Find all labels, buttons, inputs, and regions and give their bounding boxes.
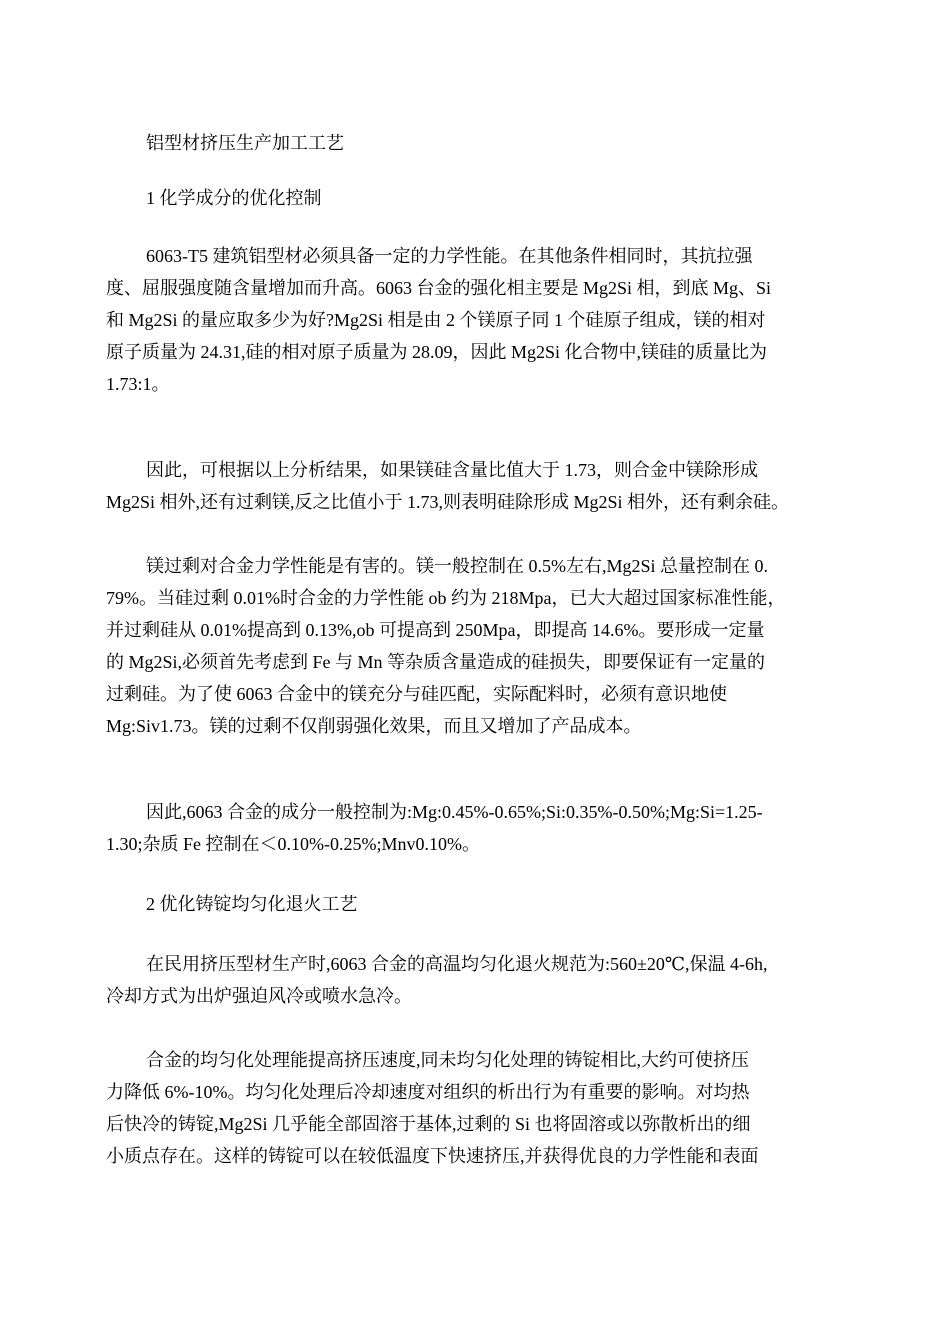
section-heading-1: [106, 182, 891, 214]
paragraph-line: 度、屈服强度随含量增加而升高。6063 台金的强化相主要是 Mg2Si 相，到底 Mg、Si: [106, 278, 772, 298]
paragraph-1: [106, 240, 851, 400]
document-title: [106, 127, 891, 159]
paragraph-5: [106, 948, 851, 1012]
paragraph-line: 小质点存在。这样的铸锭可以在较低温度下快速挤压,并获得优良的力学性能和表面: [106, 1146, 759, 1166]
paragraph-6: [106, 1044, 851, 1172]
paragraph-line: 因此,6063 合金的成分一般控制为:Mg:0.45%-0.65%;Si:0.35%-0.50%;Mg:Si=1.25-: [146, 802, 763, 822]
paragraph-2: [106, 454, 851, 518]
paragraph-line: 的 Mg2Si,必须首先考虑到 Fe 与 Mn 等杂质含量造成的硅损失，即要保证有一定量的: [106, 652, 766, 672]
paragraph-line: 过剩硅。为了使 6063 合金中的镁充分与硅匹配，实际配料时，必须有意识地使: [106, 684, 727, 704]
title-text: 铝型材挤压生产加工工艺: [146, 133, 344, 153]
paragraph-3: [106, 550, 851, 742]
paragraph-line: 冷却方式为出炉强迫风冷或喷水急冷。: [106, 986, 412, 1006]
paragraph-line: 1.30;杂质 Fe 控制在＜0.10%-0.25%;Mnv0.10%。: [106, 834, 480, 854]
paragraph-4: [106, 796, 851, 860]
paragraph-line: Mg:Siv1.73。镁的过剩不仅削弱强化效果，而且又增加了产品成本。: [106, 716, 642, 736]
paragraph-line: 1.73:1。: [106, 374, 170, 394]
paragraph-line: 合金的均匀化处理能提高挤压速度,同未均匀化处理的铸锭相比,大约可使挤压: [146, 1050, 749, 1070]
paragraph-line: Mg2Si 相外,还有过剩镁,反之比值小于 1.73,则表明硅除形成 Mg2Si 相外，还有剩余硅。: [106, 492, 790, 512]
paragraph-line: 在民用挤压型材生产时,6063 合金的高温均匀化退火规范为:560±20℃,保温 4-6h,: [146, 954, 768, 974]
paragraph-line: 并过剩硅从 0.01%提高到 0.13%,ob 可提高到 250Mpa，即提高 14.6%。要形成一定量: [106, 620, 765, 640]
paragraph-line: 79%。当硅过剩 0.01%时合金的力学性能 ob 约为 218Mpa，已大大超过国家标准性能，: [106, 588, 786, 608]
section-heading-2: [106, 888, 891, 920]
paragraph-line: 力降低 6%-10%。均匀化处理后冷却速度对组织的析出行为有重要的影响。对均热: [106, 1082, 750, 1102]
paragraph-line: 镁过剩对合金力学性能是有害的。镁一般控制在 0.5%左右,Mg2Si 总量控制在 0.: [146, 556, 769, 576]
paragraph-line: 和 Mg2Si 的量应取多少为好?Mg2Si 相是由 2 个镁原子同 1 个硅原子组成，镁的相对: [106, 310, 766, 330]
paragraph-line: 后快冷的铸锭,Mg2Si 几乎能全部固溶于基体,过剩的 Si 也将固溶或以弥散析出的细: [106, 1114, 751, 1134]
paragraph-line: 因此，可根据以上分析结果，如果镁硅含量比值大于 1.73，则合金中镁除形成: [146, 460, 758, 480]
section-heading-text: 1 化学成分的优化控制: [146, 188, 322, 208]
paragraph-line: 6063-T5 建筑铝型材必须具备一定的力学性能。在其他条件相同时，其抗拉强: [146, 246, 753, 266]
paragraph-line: 原子质量为 24.31,硅的相对原子质量为 28.09，因此 Mg2Si 化合物中,镁硅的质量比为: [106, 342, 768, 362]
section-heading-text: 2 优化铸锭均匀化退火工艺: [146, 894, 358, 914]
